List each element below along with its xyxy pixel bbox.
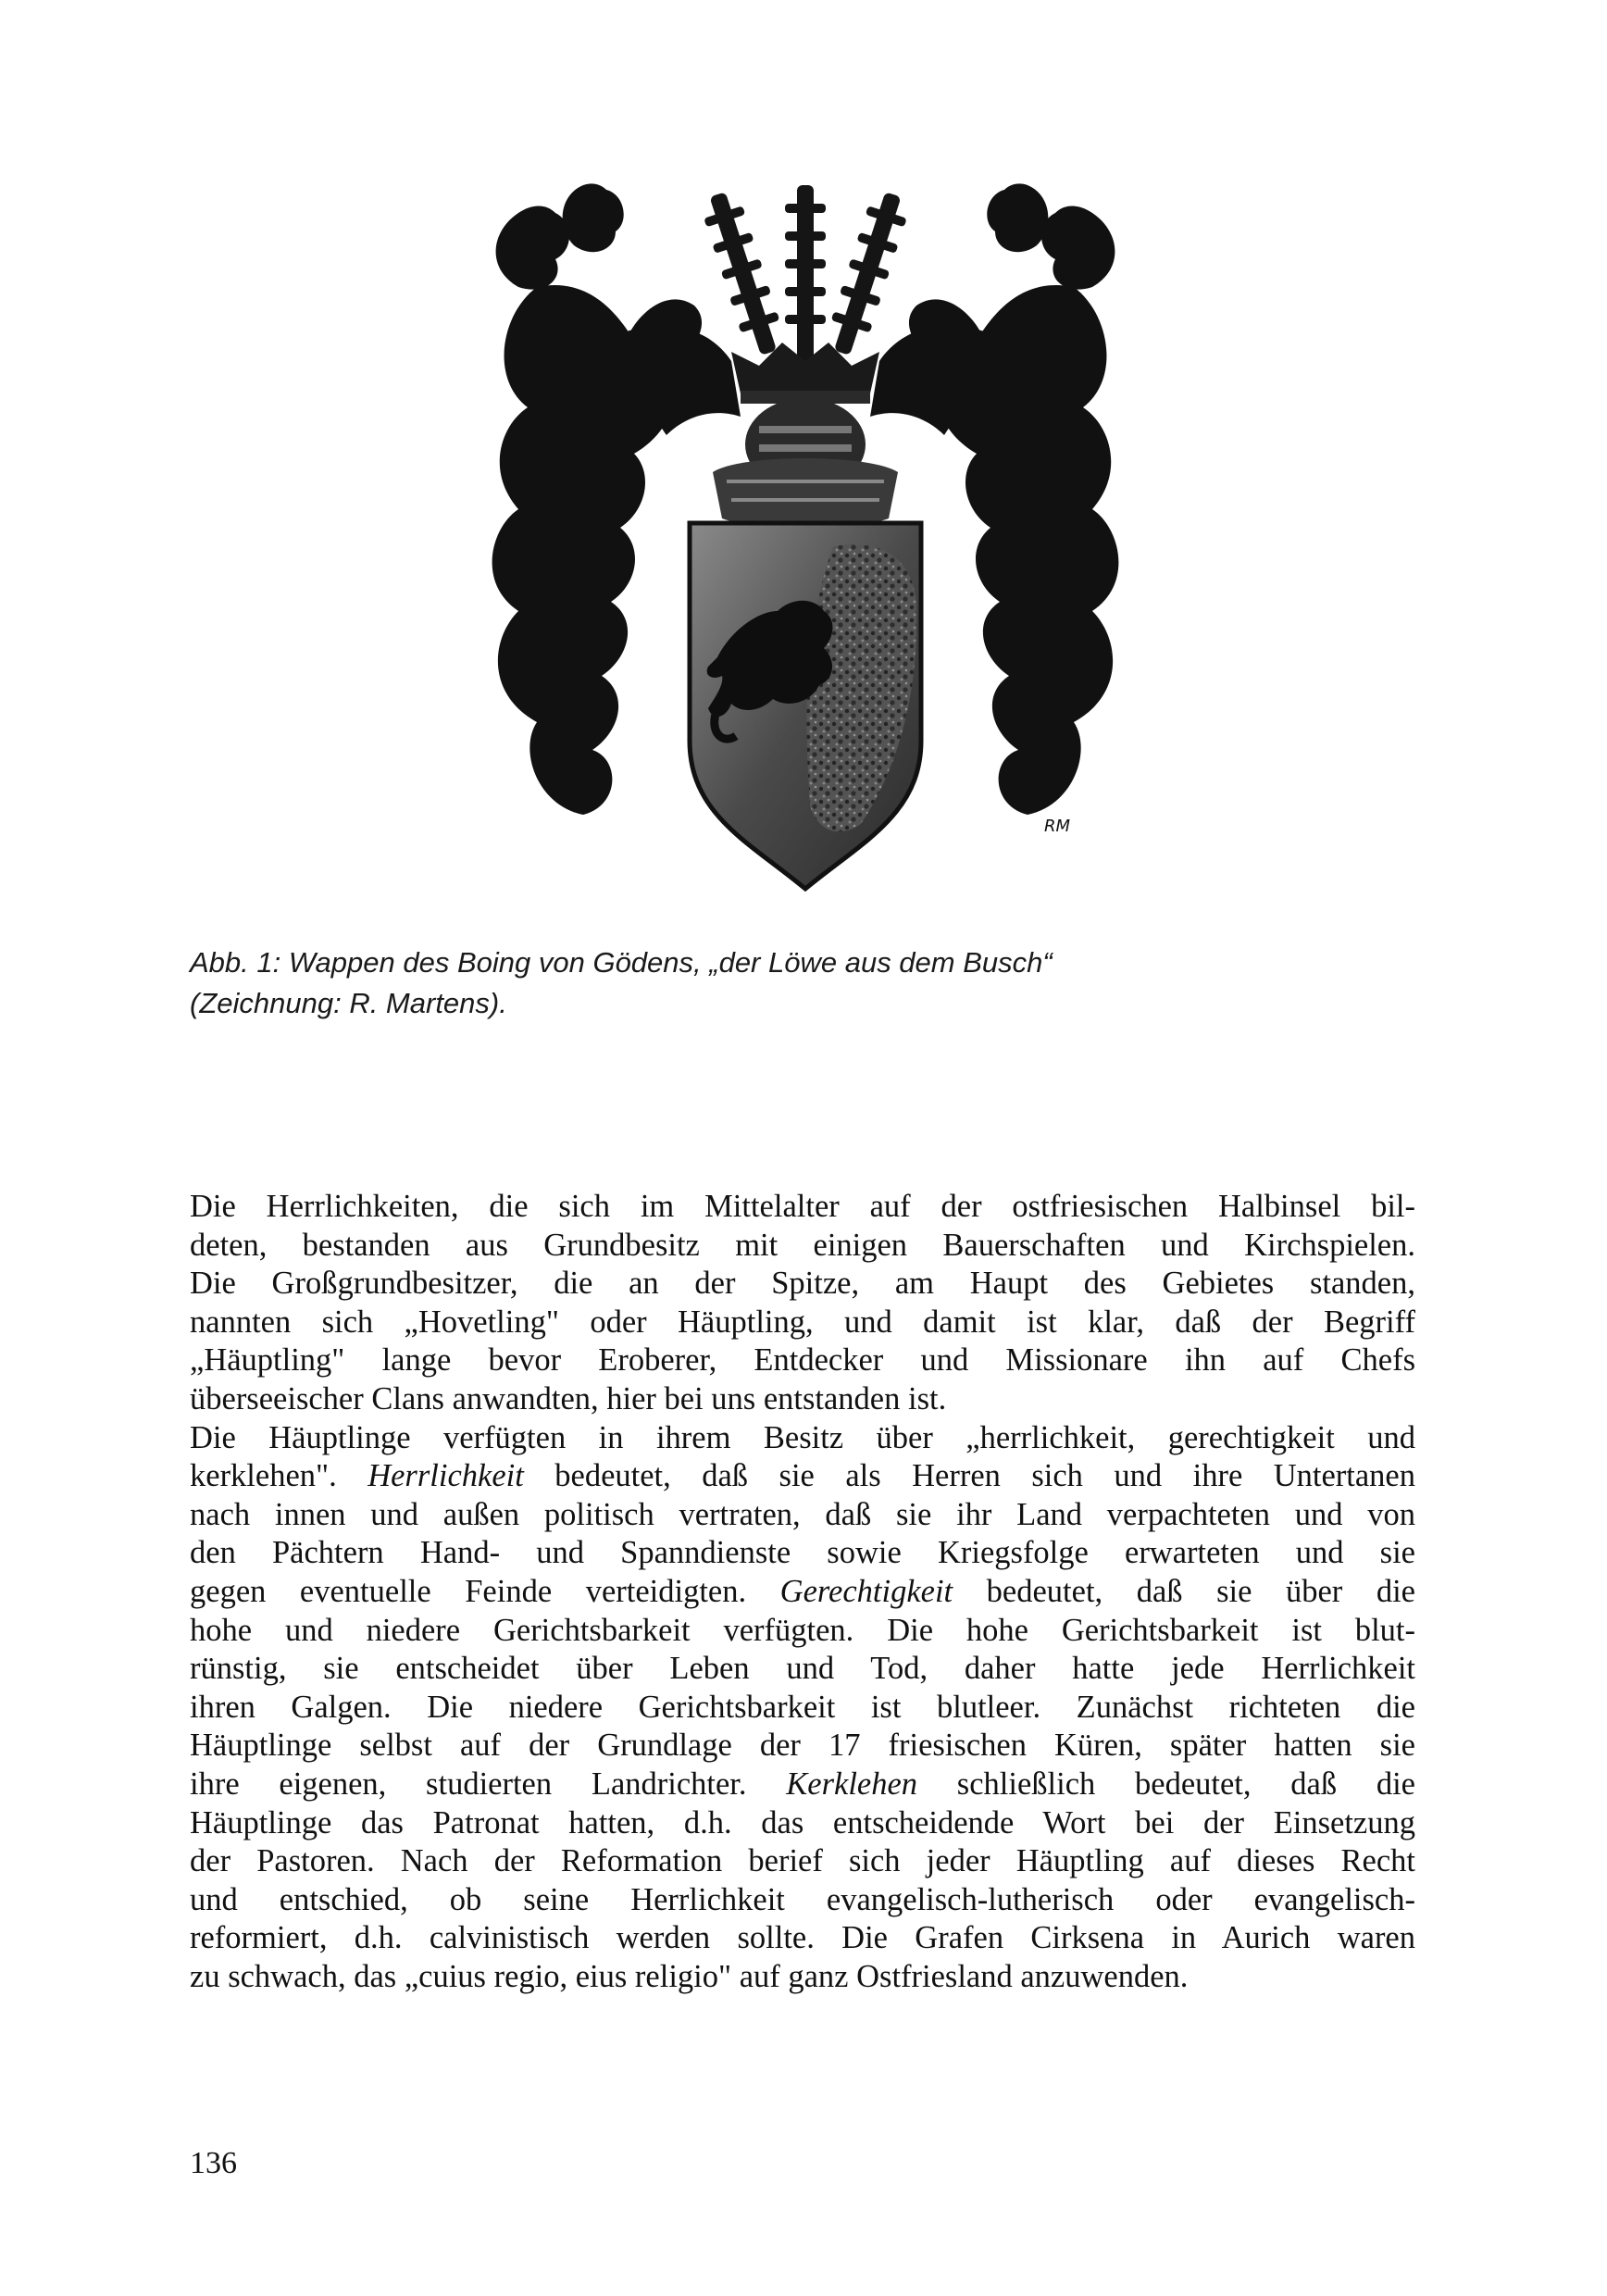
body-line [190, 1457, 1415, 1496]
text-segment: und entschied, ob seine Herrlichkeit evangelisch-lutherisch oder evangelisch- [190, 1881, 1415, 1917]
text-segment: zu schwach, das „cuius regio, eius religio" auf ganz Ostfriesland anzuwenden. [190, 1958, 1189, 1994]
body-line [190, 1227, 1415, 1266]
body-line [190, 1380, 1415, 1419]
text-segment: kerklehen". [190, 1458, 368, 1494]
body-line [190, 1919, 1415, 1958]
text-segment: ihre eigenen, studierten Landrichter. [190, 1766, 787, 1802]
text-segment: Die Häuptlinge verfügten in ihrem Besitz über „herrlichkeit, gerechtigkeit und [190, 1419, 1415, 1455]
italic-term: Herrlichkeit [367, 1458, 524, 1494]
caption-line-2: (Zeichnung: R. Martens). [190, 987, 507, 1019]
text-segment: Häuptlinge selbst auf der Grundlage der 17 friesischen Küren, später hatten sie [190, 1728, 1415, 1764]
text-segment: der Pastoren. Nach der Reformation berief sich jeder Häuptling auf dieses Recht [190, 1843, 1415, 1879]
text-segment: Die Herrlichkeiten, die sich im Mittelalter auf der ostfriesischen Halbinsel bil- [190, 1189, 1415, 1224]
text-segment: schließlich bedeutet, daß die [917, 1766, 1415, 1802]
shield [690, 523, 921, 889]
text-segment: überseeischer Clans anwandten, hier bei uns entstanden ist. [190, 1380, 947, 1416]
text-segment: nach innen und außen politisch vertraten, daß sie ihr Land verpachteten und von [190, 1496, 1415, 1532]
coat-of-arms-illustration [481, 176, 1129, 917]
text-segment: „Häuptling" lange bevor Eroberer, Entdecker und Missionare ihn auf Chefs [190, 1342, 1415, 1379]
body-line [190, 1612, 1415, 1651]
artist-monogram: RM [1044, 817, 1071, 836]
body-line [190, 1188, 1415, 1227]
body-line [190, 1419, 1415, 1458]
body-line [190, 1689, 1415, 1728]
text-segment: rünstig, sie entscheidet über Leben und Tod, daher hatte jede Herrlichkeit [190, 1651, 1415, 1687]
body-text [190, 1188, 1415, 1996]
body-line [190, 1573, 1415, 1612]
crest-plumes [698, 185, 913, 361]
text-segment: hohe und niedere Gerichtsbarkeit verfügten. Die hohe Gerichtsbarkeit ist blut- [190, 1612, 1415, 1648]
body-line [190, 1958, 1415, 1997]
page-number: 136 [190, 2146, 237, 2180]
body-line [190, 1766, 1415, 1804]
body-line [190, 1496, 1415, 1535]
helmet [713, 398, 898, 529]
text-segment: nannten sich „Hovetling" oder Häuptling, und damit ist klar, daß der Begriff [190, 1304, 1415, 1340]
text-segment: deten, bestanden aus Grundbesitz mit einigen Bauerschaften und Kirchspielen. [190, 1227, 1415, 1263]
body-line [190, 1265, 1415, 1304]
text-segment: ihren Galgen. Die niedere Gerichtsbarkeit ist blutleer. Zunächst richteten die [190, 1689, 1415, 1725]
text-segment: Die Großgrundbesitzer, die an der Spitze, am Haupt des Gebietes standen, [190, 1266, 1415, 1302]
body-line [190, 1881, 1415, 1920]
body-line [190, 1534, 1415, 1573]
body-line [190, 1341, 1415, 1380]
body-line [190, 1727, 1415, 1766]
text-segment: bedeutet, daß sie als Herren sich und ihre Untertanen [523, 1458, 1415, 1494]
body-line [190, 1842, 1415, 1881]
italic-term: Kerklehen [786, 1766, 918, 1802]
text-segment: gegen eventuelle Feinde verteidigten. [190, 1573, 780, 1609]
body-line [190, 1304, 1415, 1342]
text-segment: Häuptlinge das Patronat hatten, d.h. das entscheidende Wort bei der Einsetzung [190, 1804, 1415, 1841]
body-line [190, 1650, 1415, 1689]
text-segment: bedeutet, daß sie über die [953, 1573, 1415, 1609]
body-line [190, 1804, 1415, 1843]
italic-term: Gerechtigkeit [779, 1573, 953, 1609]
text-segment: reformiert, d.h. calvinistisch werden sollte. Die Grafen Cirksena in Aurich waren [190, 1920, 1415, 1956]
text-segment: den Pächtern Hand- und Spanndienste sowie Kriegsfolge erwarteten und sie [190, 1535, 1415, 1571]
figure-caption [190, 942, 1227, 1024]
caption-line-1: Abb. 1: Wappen des Boing von Gödens, „der Löwe aus dem Busch“ [190, 946, 1053, 979]
